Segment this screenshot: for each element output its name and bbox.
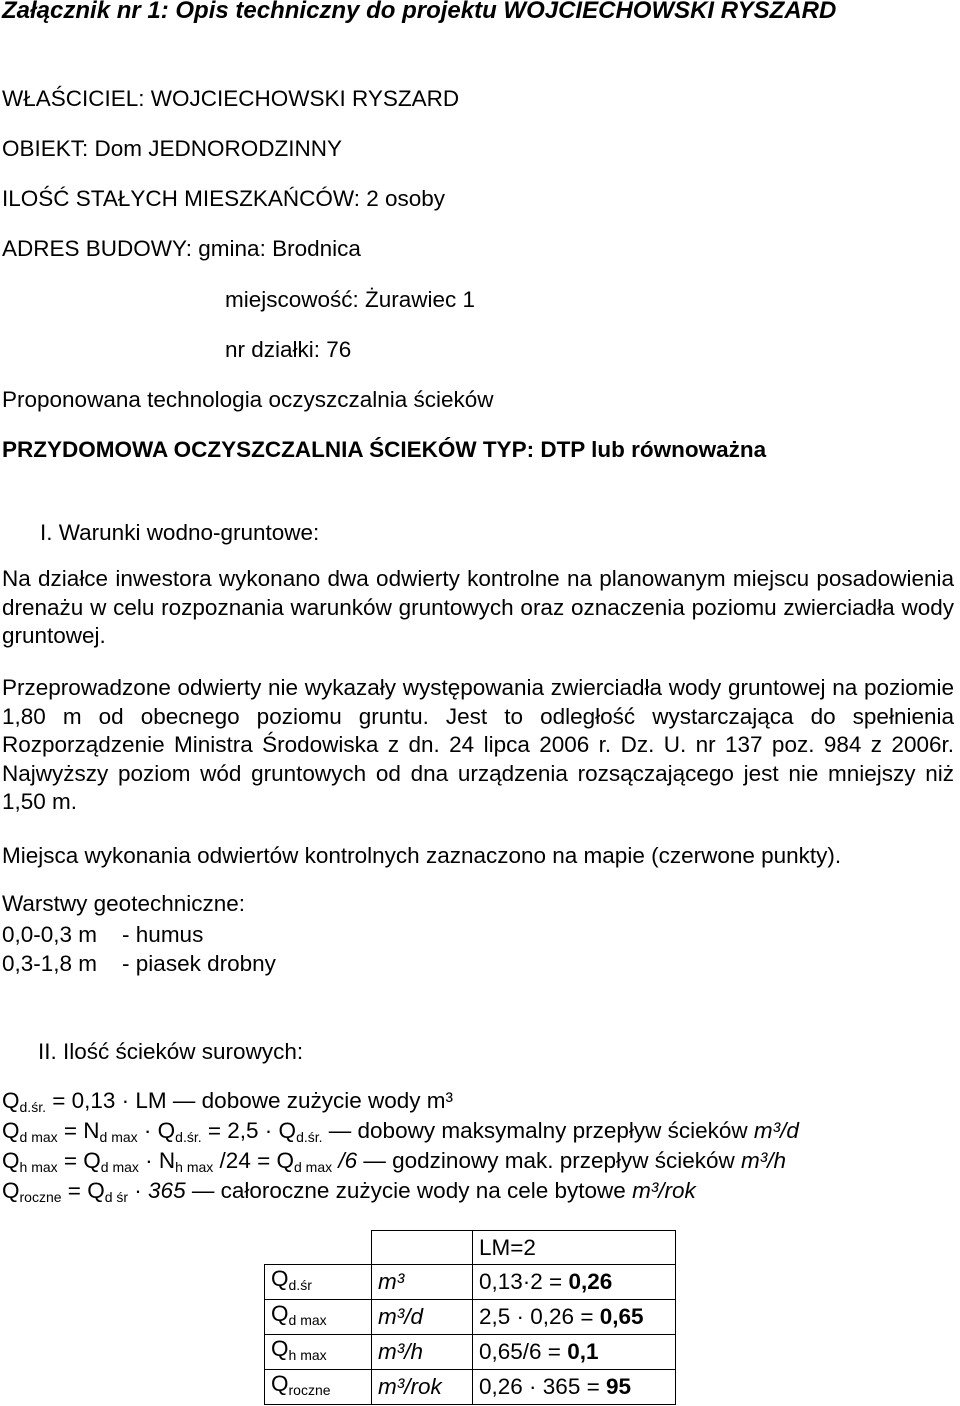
- owner-line: WŁAŚCICIEL: WOJCIECHOWSKI RYSZARD: [2, 86, 460, 111]
- table-cell-unit: [372, 1300, 473, 1335]
- formula-text: = 0,13 · LM — dobowe zużycie wody m³: [45, 1088, 454, 1113]
- formula-hourly-max: [2, 1147, 786, 1181]
- symbol-subscript: roczne: [288, 1382, 331, 1398]
- table-cell-unit: [372, 1370, 473, 1405]
- table-cell-calc: [473, 1300, 676, 1335]
- formula-q-symbol: Q: [2, 1178, 20, 1203]
- formula-text: = 2,5 · Q: [201, 1118, 297, 1143]
- table-cell-calc: [473, 1265, 676, 1300]
- table-cell-calc: [473, 1335, 676, 1370]
- table-cell-unit: [372, 1335, 473, 1370]
- calc-text: 0,65/6 =: [479, 1339, 568, 1364]
- formula-q-symbol: Q: [2, 1118, 20, 1143]
- table-cell-symbol: [265, 1335, 372, 1370]
- formula-q-symbol: Q: [2, 1148, 20, 1173]
- symbol-q: Q: [271, 1301, 289, 1326]
- table-header-row: [265, 1231, 676, 1265]
- formula-unit: m³/h: [741, 1148, 787, 1173]
- section-1-paragraph-2: Przeprowadzone odwierty nie wykazały występowania zwierciadła wody gruntowej na poziomie 1,80 m od obecnego poziomu gruntu. Jest to odległość wystarczająca do spełnienia Rozporządzenie Ministra Środowiska z dn. 24 lipca 2006 r. Dz. U. nr 137 poz. 984 z 2006r. Najwyższy poziom wód gruntowych od dna urządzenia rozsączającego jest nie mniejszy niż 1,50 m.: [2, 675, 954, 814]
- formula-text: · Q: [137, 1118, 176, 1143]
- formula-subscript: h max: [19, 1159, 58, 1175]
- table-cell-calc: [473, 1370, 676, 1405]
- table-cell-empty: [265, 1231, 372, 1265]
- unit-text: m³/rok: [378, 1374, 442, 1399]
- calc-result: 0,65: [599, 1304, 644, 1329]
- section-2-heading: II. Ilość ścieków surowych:: [38, 1039, 304, 1064]
- plot-line: nr działki: 76: [225, 337, 352, 362]
- formula-text: ·: [128, 1178, 149, 1203]
- locality-line: miejscowość: Żurawiec 1: [225, 287, 476, 312]
- formula-daily-max: [2, 1117, 799, 1151]
- formula-unit: m³/rok: [632, 1178, 696, 1203]
- formula-daily-usage: [2, 1087, 453, 1121]
- object-line: OBIEKT: Dom JEDNORODZINNY: [2, 136, 343, 161]
- calc-text: 0,26 · 365 =: [479, 1374, 606, 1399]
- formula-subscript: d max: [293, 1159, 333, 1175]
- formula-subscript: d max: [99, 1129, 138, 1145]
- symbol-subscript: d max: [288, 1312, 327, 1328]
- formula-subscript: d.śr.: [19, 1099, 46, 1115]
- formula-text: · N: [138, 1148, 176, 1173]
- symbol-q: Q: [271, 1266, 289, 1291]
- formula-subscript: d.śr.: [296, 1129, 323, 1145]
- table-row: [265, 1370, 676, 1405]
- table-row: [265, 1300, 676, 1335]
- formula-text: /24 = Q: [213, 1148, 294, 1173]
- symbol-subscript: h max: [288, 1347, 327, 1363]
- table-cell-empty: [372, 1231, 473, 1265]
- technology-type: PRZYDOMOWA OCZYSZCZALNIA ŚCIEKÓW TYP: DTP lub równoważna: [2, 437, 767, 462]
- formula-subscript: d max: [100, 1159, 139, 1175]
- symbol-q: Q: [271, 1371, 289, 1396]
- formula-text: 365: [148, 1178, 186, 1203]
- calc-result: 0,1: [567, 1339, 599, 1364]
- residents-line: ILOŚĆ STAŁYCH MIESZKAŃCÓW: 2 osoby: [2, 186, 446, 211]
- formula-subscript: h max: [175, 1159, 214, 1175]
- technology-label: Proponowana technologia oczyszczalnia ścieków: [2, 387, 494, 412]
- formula-text: = Q: [57, 1148, 101, 1173]
- table-cell-symbol: [265, 1265, 372, 1300]
- formula-text: = Q: [61, 1178, 105, 1203]
- document-title: Załącznik nr 1: Opis techniczny do projektu WOJCIECHOWSKI RYSZARD: [2, 0, 837, 24]
- table-header-lm: LM=2: [473, 1231, 676, 1265]
- section-1-heading: I. Warunki wodno-gruntowe:: [40, 520, 320, 545]
- formula-subscript: d.śr.: [175, 1129, 202, 1145]
- layer-1: 0,0-0,3 m - humus: [2, 922, 204, 947]
- symbol-q: Q: [271, 1336, 289, 1361]
- layer-2: 0,3-1,8 m - piasek drobny: [2, 951, 276, 976]
- unit-text: m³: [378, 1269, 405, 1294]
- formula-description: — dobowy maksymalny przepływ ścieków: [322, 1118, 754, 1143]
- formula-subscript: d max: [19, 1129, 58, 1145]
- table-cell-symbol: [265, 1300, 372, 1335]
- unit-text: m³/d: [378, 1304, 423, 1329]
- formula-text: /6: [332, 1148, 358, 1173]
- address-line: ADRES BUDOWY: gmina: Brodnica: [2, 236, 361, 261]
- section-1-paragraph-3: Miejsca wykonania odwiertów kontrolnych zaznaczono na mapie (czerwone punkty).: [2, 843, 842, 868]
- table-cell-unit: [372, 1265, 473, 1300]
- formula-subscript: d śr: [104, 1189, 129, 1205]
- table-row: [265, 1335, 676, 1370]
- formula-text: = N: [57, 1118, 100, 1143]
- symbol-subscript: d.śr: [288, 1277, 312, 1293]
- section-1-paragraph-1: Na działce inwestora wykonano dwa odwierty kontrolne na planowanym miejscu posadowienia drenażu w celu rozpoznania warunków gruntowych oraz oznaczenia poziomu zwierciadła wody gruntowej.: [2, 566, 954, 648]
- layers-heading: Warstwy geotechniczne:: [2, 891, 246, 916]
- formula-q-symbol: Q: [2, 1088, 20, 1113]
- calc-result: 0,26: [568, 1269, 613, 1294]
- table-cell-symbol: [265, 1370, 372, 1405]
- table-row: [265, 1265, 676, 1300]
- calc-text: 2,5 · 0,26 =: [479, 1304, 600, 1329]
- unit-text: m³/h: [378, 1339, 423, 1364]
- formula-description: — godzinowy mak. przepływ ścieków: [357, 1148, 742, 1173]
- calculation-table: [264, 1230, 676, 1405]
- formula-unit: m³/d: [753, 1118, 799, 1143]
- calc-result: 95: [605, 1374, 632, 1399]
- formula-yearly: [2, 1177, 696, 1211]
- formula-description: — całoroczne zużycie wody na cele bytowe: [185, 1178, 633, 1203]
- formula-subscript: roczne: [19, 1189, 62, 1205]
- calc-text: 0,13·2 =: [479, 1269, 569, 1294]
